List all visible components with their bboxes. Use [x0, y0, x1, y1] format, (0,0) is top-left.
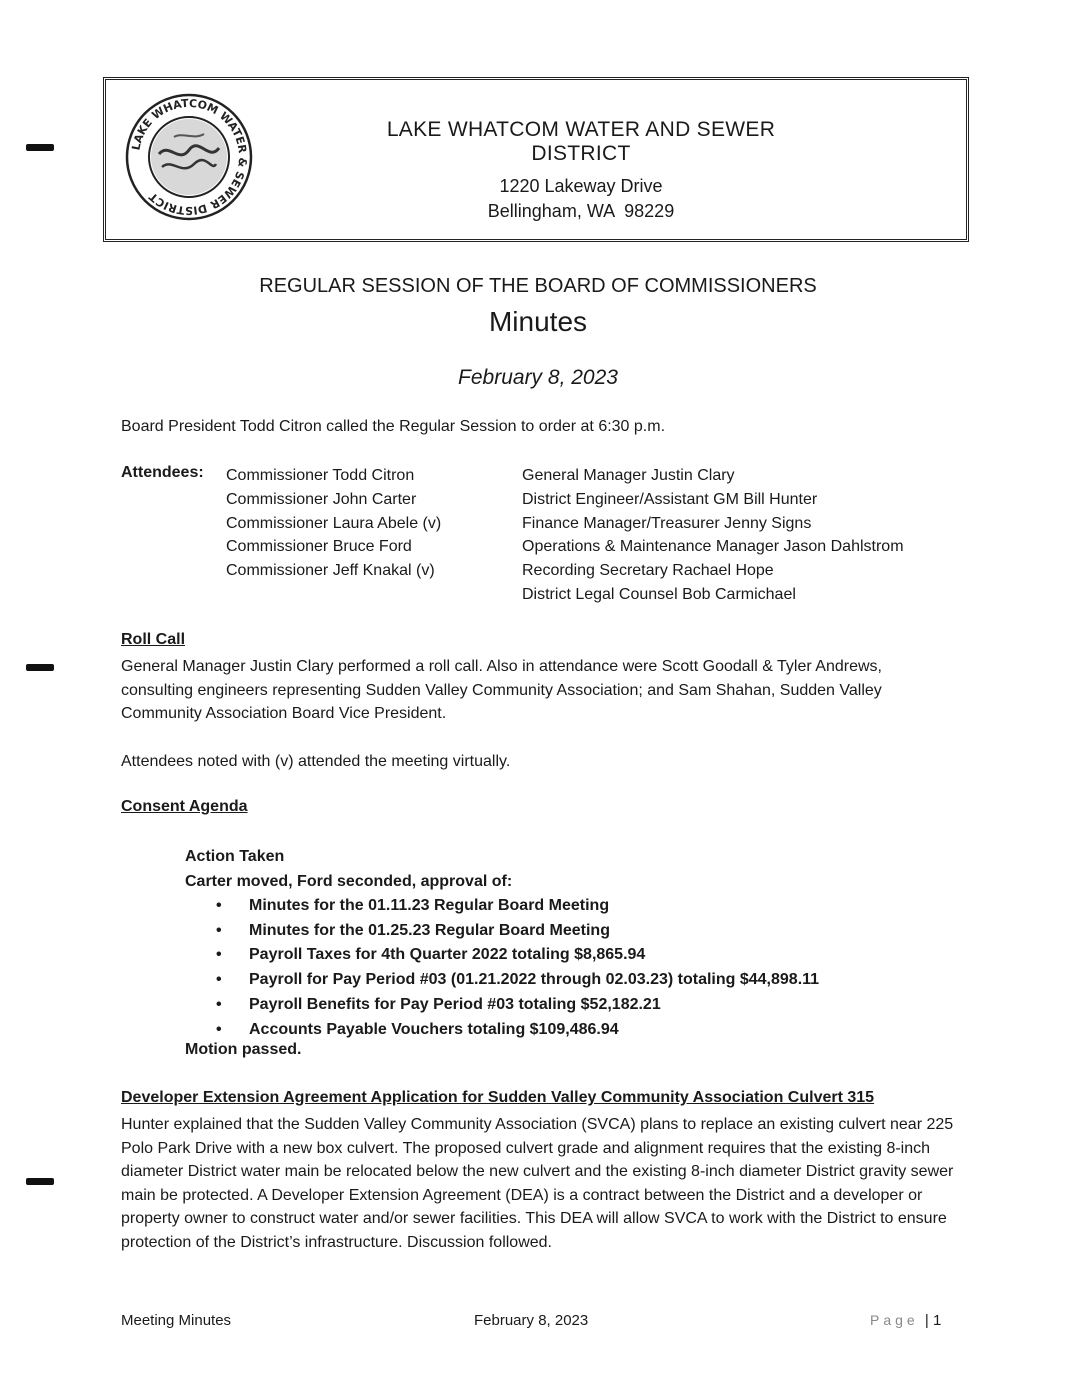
- letterhead: [103, 77, 969, 242]
- attendee-staff: Recording Secretary Rachael Hope: [522, 562, 774, 580]
- consent-items-list: [216, 894, 819, 1042]
- action-taken-label: Action Taken: [185, 848, 285, 865]
- attendee-commissioner: Commissioner Laura Abele (v): [226, 514, 442, 532]
- punch-mark: [26, 144, 54, 151]
- staff-list: [522, 464, 904, 607]
- address-line-2: Bellingham, WA 98229: [487, 201, 675, 221]
- developer-extension-heading: Developer Extension Agreement Application for Sudden Valley Community Association Culvert 315: [121, 1089, 875, 1106]
- district-seal-logo: [124, 92, 254, 222]
- footer-page: Page | 1: [870, 1312, 942, 1329]
- page-label: Page: [870, 1312, 919, 1328]
- attendee-staff: District Legal Counsel Bob Carmichael: [522, 585, 796, 603]
- call-to-order: Board President Todd Citron called the Regular Session to order at 6:30 p.m.: [121, 418, 666, 435]
- attendees-label: Attendees:: [121, 464, 204, 481]
- consent-item: • Minutes for the 01.11.23 Regular Board Meeting: [216, 894, 819, 919]
- consent-agenda-heading: Consent Agenda: [121, 798, 248, 815]
- commissioners-list: [226, 464, 441, 583]
- footer-left: Meeting Minutes: [121, 1312, 232, 1329]
- seal-text: LAKE WHATCOM WATER & SEWER DISTRICT: [129, 96, 250, 218]
- consent-item: • Payroll for Pay Period #03 (01.21.2022 through 02.03.23) totaling $44,898.11: [216, 968, 819, 993]
- attendee-staff: Finance Manager/Treasurer Jenny Signs: [522, 514, 812, 532]
- footer-date: February 8, 2023: [474, 1312, 589, 1329]
- consent-item: • Payroll Taxes for 4th Quarter 2022 totaling $8,865.94: [216, 943, 819, 968]
- action-taken-block: [185, 845, 512, 894]
- attendee-staff: Operations & Maintenance Manager Jason Dahlstrom: [522, 538, 904, 556]
- district-header: [366, 118, 796, 224]
- motion-result: Motion passed.: [185, 1041, 302, 1058]
- meeting-date: February 8, 2023: [458, 366, 618, 389]
- address-line-1: 1220 Lakeway Drive: [499, 176, 663, 196]
- attendee-commissioner: Commissioner Bruce Ford: [226, 538, 412, 556]
- attendee-staff: District Engineer/Assistant GM Bill Hunter: [522, 490, 818, 508]
- consent-item: • Accounts Payable Vouchers totaling $109,486.94: [216, 1018, 819, 1043]
- district-address: [366, 174, 796, 224]
- attendee-commissioner: Commissioner Todd Citron: [226, 467, 415, 484]
- session-title: REGULAR SESSION OF THE BOARD OF COMMISSIONERS: [259, 275, 817, 297]
- motion-text: Carter moved, Ford seconded, approval of:: [185, 872, 513, 890]
- virtual-attendance-note: Attendees noted with (v) attended the meeting virtually.: [121, 753, 511, 770]
- roll-call-heading: Roll Call: [121, 631, 186, 648]
- page-number: 1: [932, 1312, 942, 1329]
- attendee-commissioner: Commissioner John Carter: [226, 490, 417, 508]
- roll-call-body: General Manager Justin Clary performed a roll call. Also in attendance were Scott Goodall & Tyler Andrews, consulting engineers representing Sudden Valley Community Association; and Sam Shahan, Sudden Valley Community Association Board Vice President.: [121, 658, 882, 722]
- punch-mark: [26, 1178, 54, 1185]
- attendee-commissioner: Commissioner Jeff Knakal (v): [226, 562, 435, 580]
- district-name: LAKE WHATCOM WATER AND SEWER DISTRICT: [386, 118, 776, 165]
- developer-extension-body: Hunter explained that the Sudden Valley Community Association (SVCA) plans to replace an existing culvert near 225 Polo Park Drive with a new box culvert. The proposed culvert grade and alignment requires that the existing 8-inch diameter District water main be relocated below the new culvert and the existing 8-inch diameter District gravity sewer main be protected. A Developer Extension Agreement (DEA) is a contract between the District and a developer or property owner to construct water and/or sewer facilities. This DEA will allow SVCA to work with the District to ensure protection of the District’s infrastructure. Discussion followed.: [121, 1116, 954, 1251]
- attendee-staff: General Manager Justin Clary: [522, 467, 735, 484]
- consent-item: • Minutes for the 01.25.23 Regular Board Meeting: [216, 919, 819, 944]
- consent-item: • Payroll Benefits for Pay Period #03 totaling $52,182.21: [216, 993, 819, 1018]
- punch-mark: [26, 664, 54, 671]
- document-title: Minutes: [488, 306, 588, 337]
